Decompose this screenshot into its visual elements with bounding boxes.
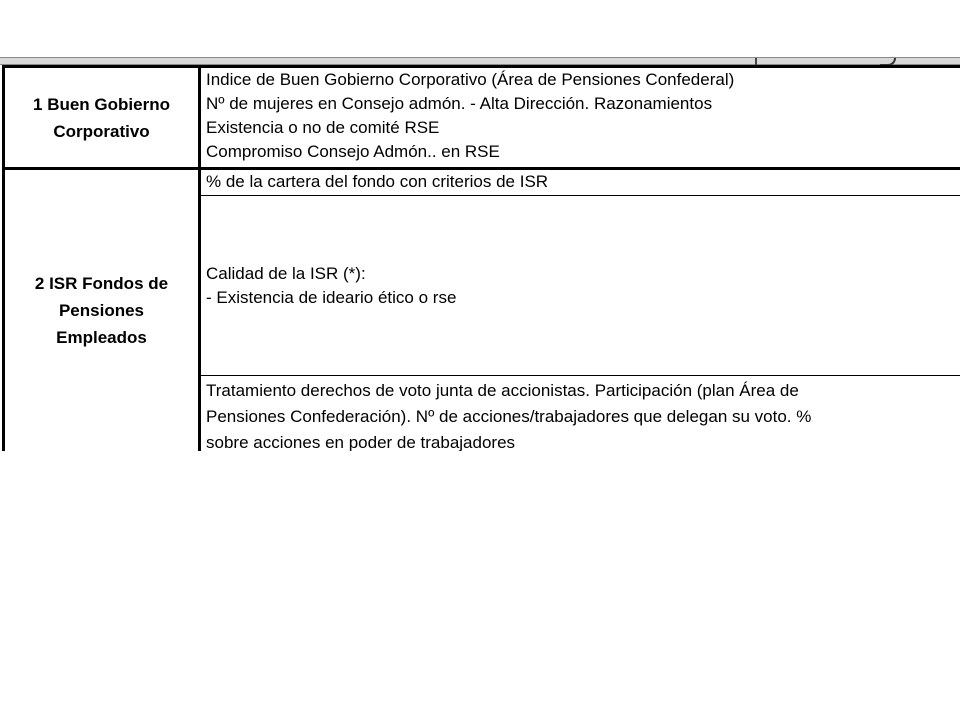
indicators-table bbox=[2, 65, 960, 451]
category-label-line: Pensiones bbox=[58, 301, 145, 320]
indicator-line: - Existencia de ideario ético o rse bbox=[206, 287, 457, 307]
indicator-line: Tratamiento derechos de voto junta de accionistas. Participación (plan Área de bbox=[206, 381, 799, 400]
category-label-line: Corporativo bbox=[53, 121, 150, 141]
indicator-line: Compromiso Consejo Admón.. en RSE bbox=[206, 142, 500, 161]
indicator-line: Existencia o no de comité RSE bbox=[206, 118, 440, 137]
category-label-line: 1 Buen Gobierno bbox=[33, 94, 170, 114]
indicator-column-isr-fondos bbox=[201, 170, 960, 451]
table-row-buen-gobierno bbox=[5, 68, 960, 170]
category-cell-isr-fondos bbox=[5, 170, 201, 451]
indicator-line: Indice de Buen Gobierno Corporativo (Área de Pensiones Confederal) bbox=[206, 70, 735, 89]
category-label-line: Empleados bbox=[56, 328, 147, 347]
indicator-cell-cartera-isr bbox=[201, 170, 960, 196]
indicator-line: Calidad de la ISR (*): bbox=[206, 263, 366, 283]
indicator-line: % de la cartera del fondo con criterios de ISR bbox=[206, 172, 549, 191]
indicator-line: Pensiones Confederación). Nº de acciones/trabajadores que delegan su voto. % bbox=[206, 407, 812, 426]
indicator-line: sobre acciones en poder de trabajadores bbox=[206, 433, 516, 451]
indicator-cell-buen-gobierno bbox=[201, 68, 960, 167]
table-row-isr-fondos bbox=[5, 170, 960, 451]
indicator-cell-calidad-isr bbox=[201, 196, 960, 376]
previous-table-edge bbox=[0, 57, 960, 65]
indicator-cell-derechos-voto bbox=[201, 376, 960, 451]
indicator-line: Nº de mujeres en Consejo admón. - Alta Dirección. Razonamientos bbox=[206, 94, 713, 113]
category-label-line: 2 ISR Fondos de bbox=[34, 274, 169, 293]
category-cell-buen-gobierno bbox=[5, 68, 201, 167]
